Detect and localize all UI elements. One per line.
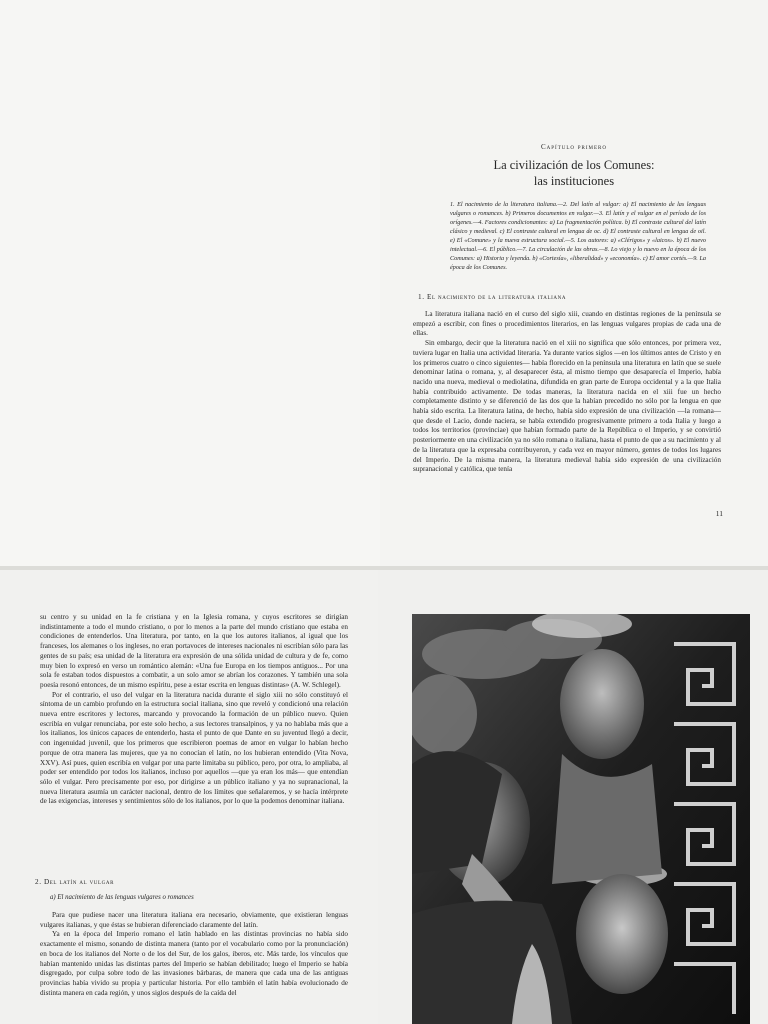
subsection-heading: a) El nacimiento de las lenguas vulgares o romances [50,894,194,901]
chapter-opening-page [380,0,768,566]
page-number: 11 [715,509,723,518]
paragraph: su centro y su unidad en la fe cristiana y en la Iglesia romana, y cuyos escritores se dirigían indistintamente a todo el mundo cristiano, o por lo menos a la parte del mundo cristiano que estaba en condiciones de entenderlos. Una literatura, por tanto, en la que los autores italianos, al igual que los franceses, los alemanes o los ingleses, no eran portavoces de intereses nacionales ni escribían sólo para las gentes de su país; esa unidad de la literatura era expresión de una sólida unidad de cultura y de fe, como muy bien lo expresó en verso un romántico alemán: «Una fue Europa en los tiempos antiguos... Por una sola fe estaban todos dispuestos a combatir, a un solo amor se abrían los corazones. Y también una sola poesía resonó entonces, de un mismo espíritu, pese a estar escrita en lenguas distintas» (A. W. Schlegel). [40,613,348,689]
chapter-title-line-1: La civilización de los Comunes: [493,158,655,172]
chapter-label: Capítulo primero [540,143,608,151]
chapter-table-of-contents: 1. El nacimiento de la literatura italiana.—2. Del latín al vulgar: a) El nacimiento de las lenguas vulgares o romances. b) Primeros documentos en vulgar.—3. El latín y el vulgar en el período de los orígenes.—4. Factores condicionantes: a) La fragmentación política. b) El contraste cultural del latín clásico y medieval. c) El contraste cultural en lengua de oc. d) El contraste cultural en lengua de oil. e) El «Comune» y la nueva estructura social.—5. Los autores: a) «Clérigos» y «laicos». b) El nuevo intelectual.—6. El público.—7. La circulación de las obras.—8. Lo viejo y lo nuevo en la época de los Comunes: a) Historia y leyenda. b) «Cortesía», «liberalidad» y «economía». c) El amor cortés.—9. La época de los Comunes. [450,201,706,271]
figure-face-top [560,649,644,759]
fresco-image [412,614,750,1024]
fresco-photograph [412,614,750,1024]
paragraph: Ya en la época del Imperio romano el latín hablado en las distintas provincias no había sido exactamente el mismo, sonando de distinta manera (tanto por el vocabulario como por la pronunciación) en boca de los italianos del Norte o de los del Sur, de los galos, iberos, etc. Más tarde, los vínculos que habían mantenido unidas las distintas partes del Imperio se habían debilitado; luego el Imperio se había disgregado, por culpa sobre todo de las invasiones bárbaras, de manera que cada una de las antiguas provincias había vivido su propia y particular historia. Por ello también el latín había evolucionado de distinta manera en cada región, y unos siglos después de la caída del [40,930,348,997]
paragraph: Por el contrario, el uso del vulgar en la literatura nacida durante el siglo xiii no sólo constituyó el síntoma de un cambio profundo en la estructura social italiana, sino que reveló y condicionó una relación nueva entre escritores y lectores, marcando y provocando la formación de un público nuevo. Quien escribía en vulgar renunciaba, por este solo hecho, a sus lectores transalpinos, y ya no hablaba más que a los italianos, los únicos capaces de entenderlo, hasta el punto de que Dante en su juventud llegó a decir, con ingenuidad juvenil, que los primeros que escribieron poemas de amor en vulgar lo habían hecho porque de otra manera las mujeres, que ya no conocían el latín, no los hubieran entendido (Vita Nova, XXV). Así pues, quien escribía en vulgar por una parte limitaba su público, pero, por otra, lo ampliaba, al poder ser entendido por todos los italianos, incluso por aquellos —que ya eran los más— que entendían sólo el vulgar. Pero precisamente por eso, por dirigirse a un público italiano y ya no supranacional, la nueva literatura asumía un carácter nacional, dentro de los límites que señalaremos, y se hacía intérprete de las exigencias, intereses y sentimientos sólo de los italianos, por lo que la podemos denominar italiana. [40,690,348,806]
figure-face-lower [576,874,668,994]
chapter-title-line-2: las instituciones [533,174,615,188]
chapter-title [380,157,768,189]
paragraph: Para que pudiese nacer una literatura italiana era necesario, obviamente, que existieran lenguas vulgares italianas, y que éstas se hubieran diferenciado claramente del latín. [40,911,348,929]
paragraph: La literatura italiana nació en el curso del siglo xiii, cuando en distintas regiones de la península se empezó a escribir, con fines o procedimientos literarios, en las lenguas vulgares propias de cada una de ellas. [413,310,721,338]
illustration-page [378,570,768,1024]
text-page [0,570,378,1024]
section-body [40,911,348,998]
section-body [413,310,721,475]
section-heading: 1. El nacimiento de la literatura italiana [418,293,567,301]
blank-page [0,0,380,566]
section-heading: 2. Del latín al vulgar [35,878,115,886]
paragraph: Sin embargo, decir que la literatura nació en el xiii no significa que sólo entonces, por primera vez, tuviera lugar en Italia una actividad literaria. Ya durante varios siglos —en los últimos antes de Cristo y en los primeros cuatro o cinco siguientes— había florecido en la península una literatura en latín que se suele denominar latina o romana, y, al desaparecer ésta, al mismo tiempo que desaparecía el Imperio, había nacido una nueva, medieval o mediolatina, difundida en gran parte de Europa occidental y a la que Italia había contribuido activamente. De todas maneras, la literatura nacida en el xiii fue un hecho completamente distinto y se diferenció de las dos que la habían precedido no sólo por la lengua en que había sido escrita. La literatura latina, de hecho, había sido expresión de una civilización —la romana— que desde el Lacio, donde naciera, se había extendido progresivamente primero a toda Italia y luego a todos los territorios (provinciae) que habían formado parte de la República o el Imperio, y se convirtió posteriormente en una civilización ya no sólo romana o italiana, hasta el punto de que a su nacimiento y al de la literatura que la expresaba contribuyeron, y cada vez en mayor número, gentes de todos los lugares del Imperio. De la misma manera, la literatura medieval había sido expresión de una civilización supranacional y católica, que tenía [413,339,721,474]
section-body [40,613,348,807]
